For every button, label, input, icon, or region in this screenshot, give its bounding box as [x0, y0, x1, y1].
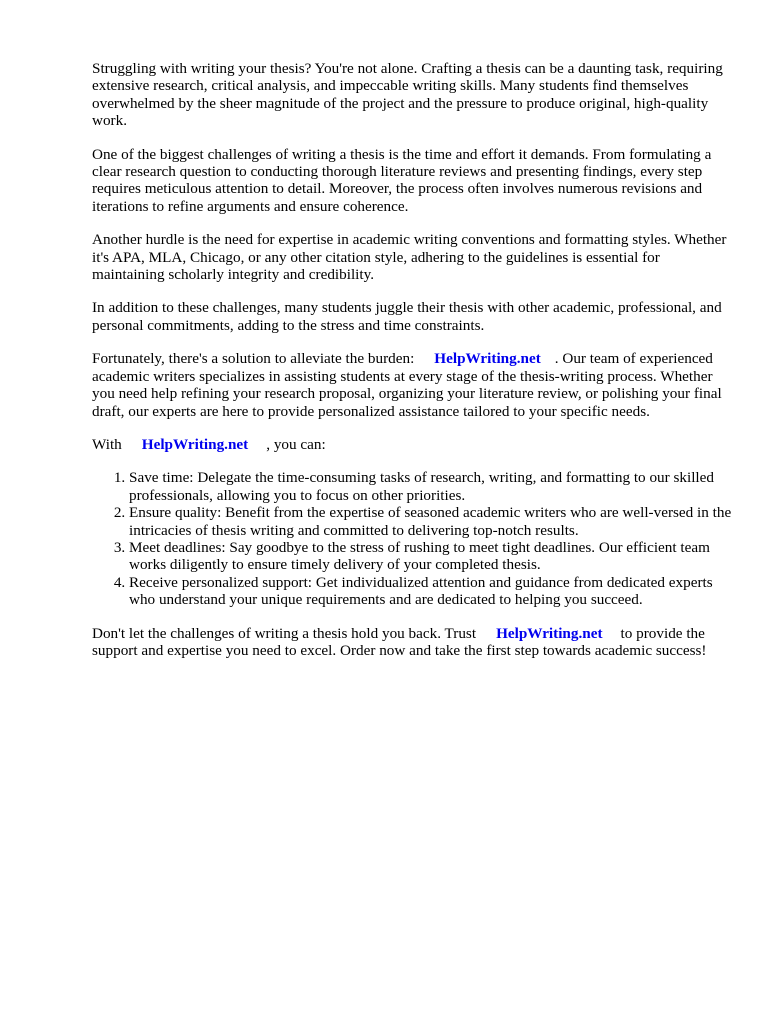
helpwriting-link[interactable]: HelpWriting.net [141, 435, 249, 453]
paragraph-expertise: Another hurdle is the need for expertise in academic writing conventions and formatting styles. Whether it's APA, MLA, Chicago, or any other citation style, adhering to the guidelines is essential for maintaining scholarly integrity and credibility. [92, 231, 727, 284]
with-text-after: , you can: [266, 435, 326, 453]
solution-text-before: Fortunately, there's a solution to alleviate the burden: [92, 350, 415, 368]
list-item: 2. Ensure quality: Benefit from the expertise of seasoned academic writers who are well-versed in the intricacies of thesis writing and committed to delivering top-notch results. [129, 504, 732, 539]
paragraph-solution [92, 350, 732, 420]
helpwriting-link[interactable]: HelpWriting.net [496, 624, 603, 642]
with-text-before: With [92, 435, 122, 453]
list-item: 3. Meet deadlines: Say goodbye to the stress of rushing to meet tight deadlines. Our efficient team works diligently to ensure timely delivery of your completed thesis. [129, 539, 732, 574]
benefits-list [92, 469, 732, 608]
document-page [92, 60, 732, 675]
paragraph-with [92, 436, 732, 453]
paragraph-challenges: One of the biggest challenges of writing a thesis is the time and effort it demands. From formulating a clear research question to conducting thorough literature reviews and presenting findings, every step requires meticulous attention to detail. Moreover, the process often involves numerous revisions and iterations to refine arguments and ensure coherence. [92, 145, 712, 215]
list-item: 1. Save time: Delegate the time-consuming tasks of research, writing, and formatting to our skilled professionals, allowing you to focus on other priorities. [129, 469, 732, 504]
paragraph-closing [92, 625, 732, 660]
paragraph-intro: Struggling with writing your thesis? You're not alone. Crafting a thesis can be a daunting task, requiring extensive research, critical analysis, and impeccable writing skills. Many students find themselves overwhelmed by the sheer magnitude of the project and the pressure to produce original, high-quality work. [92, 60, 723, 130]
paragraph-commitments: In addition to these challenges, many students juggle their thesis with other academic, professional, and personal commitments, adding to the stress and time constraints. [92, 299, 722, 334]
list-item: 4. Receive personalized support: Get individualized attention and guidance from dedicated experts who understand your unique requirements and are dedicated to helping you succeed. [129, 574, 732, 609]
solution-text-after: . Our team of experienced academic writers specializes in assisting students at every stage of the thesis-writing process. Whether you need help refining your research proposal, organizing your literature review, or polishing your final draft, our experts are here to provide personalized assistance tailored to your specific needs. [92, 350, 722, 420]
helpwriting-link[interactable]: HelpWriting.net [434, 350, 541, 368]
closing-text-after: to provide the support and expertise you need to excel. Order now and take the first step towards academic success! [92, 624, 707, 659]
closing-text-before: Don't let the challenges of writing a thesis hold you back. Trust [92, 624, 477, 642]
